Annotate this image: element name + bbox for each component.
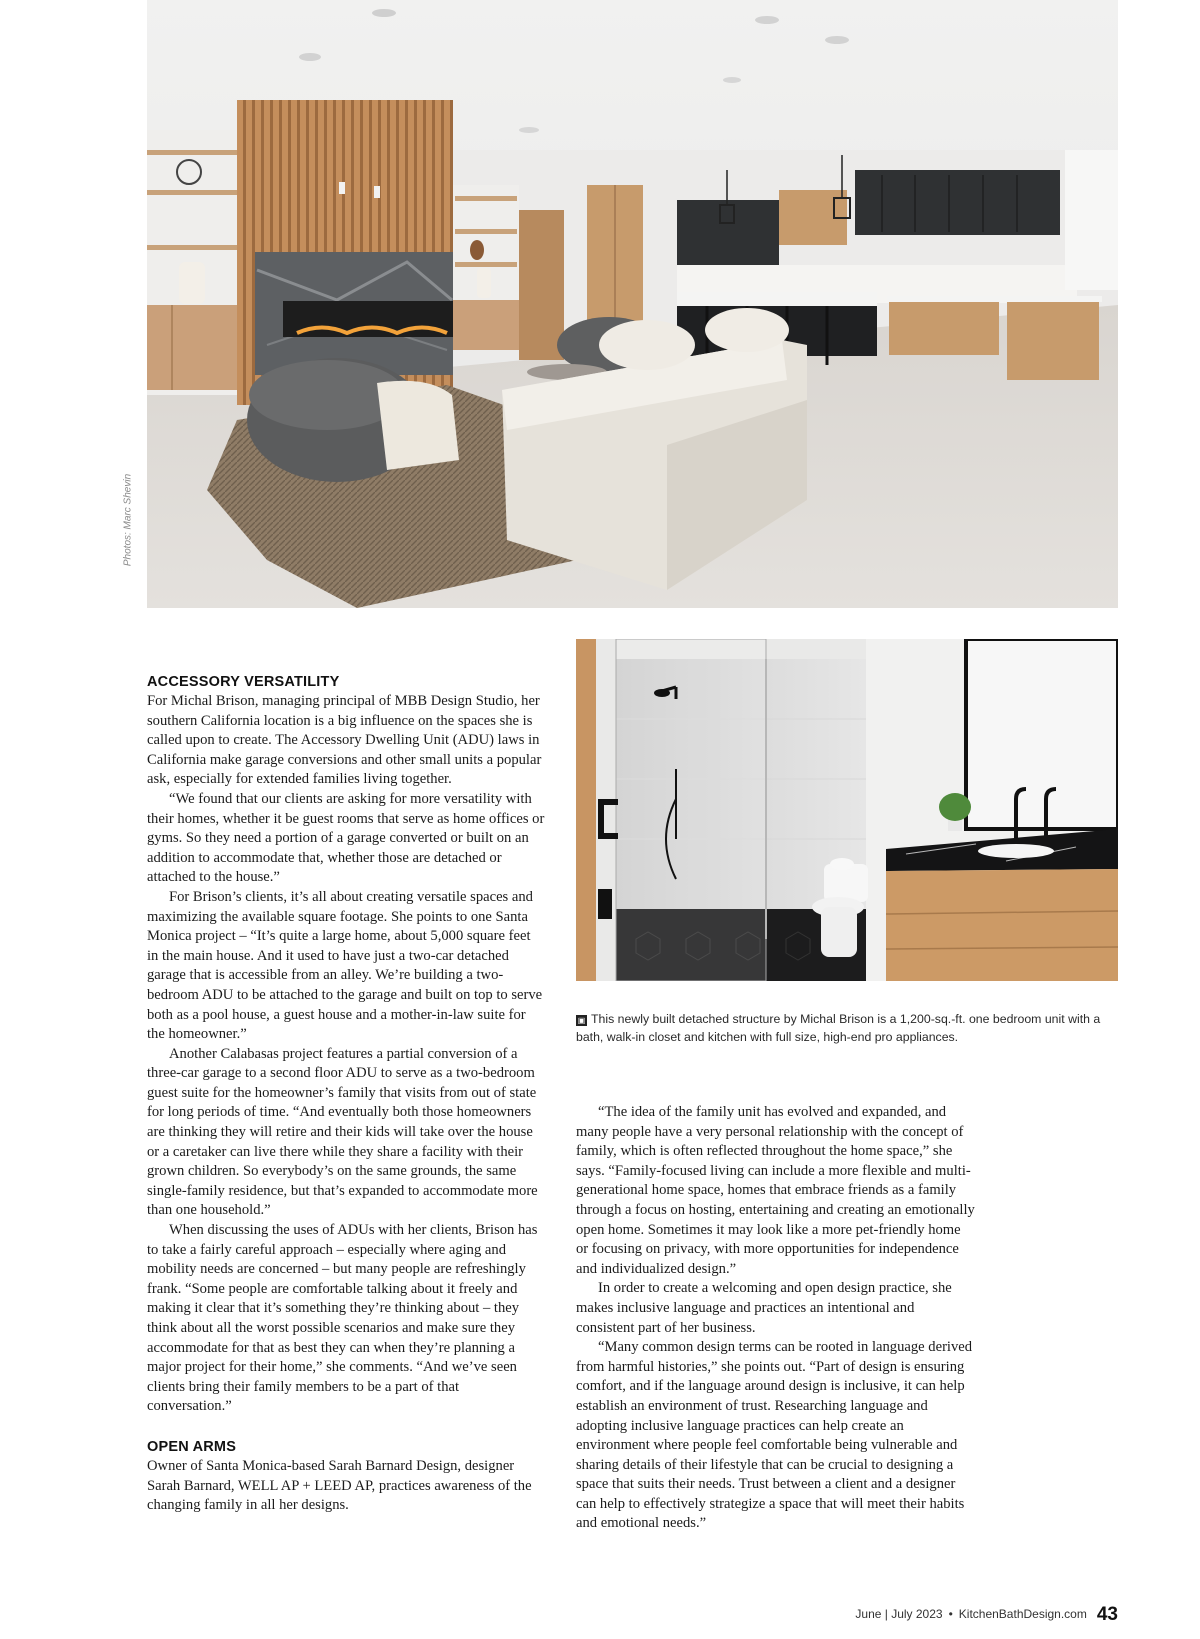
paragraph: Another Calabasas project features a partial conversion of a three-car garage to a second floor ADU to serve as a two-bedroom guest suite for the homeowner’s family that visits from out of state for long periods of time. “And eventually both those homeowners are thinking they will retire and their kids will take over the house or a caretaker can live there while they share a facility with their grown children. So everybody’s on the same grounds, the same single-family residence, but that’s expanded to accommodate more than one household.”: [147, 1045, 538, 1219]
page-number: 43: [1096, 1604, 1118, 1625]
paragraph: Owner of Santa Monica-based Sarah Barnard Design, designer Sarah Barnard, WELL AP + LEED AP, practices awareness of the changing family in all her designs.: [147, 1457, 532, 1514]
paragraph: When discussing the uses of ADUs with her clients, Brison has to take a fairly careful approach – especially where aging and mobility needs are concerned – but many people are refreshingly frank. “Some people are comfortable talking about it freely and making it clear that it’s something they’re thinking about – they think about all the worst possible scenarios and make sure they accommodate for that as best they can when they’re planning a major project for their home,” she comments. “And we’ve seen clients bring their family members to be a part of that conversation.”: [147, 1222, 538, 1415]
page-footer: [855, 1604, 1118, 1626]
section-heading-accessory-versatility: ACCESSORY VERSATILITY: [147, 674, 340, 690]
paragraph: For Brison’s clients, it’s all about creating versatile spaces and maximizing the available square footage. She points to one Santa Monica project – “It’s quite a large home, about 5,000 square feet in the main house. And it used to have just a two-car detached garage that is accessible from an alley. We’re building a two-bedroom ADU to be attached to the garage and built on top to serve both as a pool house, a guest house and a mother-in-law suite for the homeowner.”: [147, 888, 543, 1043]
photo-credit: Photos: Marc Shevin: [122, 473, 134, 567]
camera-icon: ▣: [577, 1016, 586, 1025]
living-room-photo: [147, 0, 1118, 608]
paragraph: “The idea of the family unit has evolved and expanded, and many people have a very personal relationship with the concept of family, which is often reflected throughout the home space,” she says. “Family-focused living can include a more flexible and multi-generational home space, homes that embrace friends as a family through a focus on hosting, entertaining and creating an emotionally open home. Sometimes it may look like a more pet-friendly home or focusing on privacy, with more opportunities for independence and individualized design.”: [576, 1104, 975, 1277]
paragraph: In order to create a welcoming and open design practice, she makes inclusive language and practices an intentional and consistent part of her business.: [576, 1280, 952, 1336]
photo-caption: [576, 1010, 1118, 1046]
footer-separator: •: [948, 1607, 953, 1621]
left-column: [147, 672, 545, 1516]
issue-date: June | July 2023: [855, 1607, 943, 1621]
section-heading-open-arms: OPEN ARMS: [147, 1438, 237, 1455]
bathroom-photo: [576, 639, 1118, 981]
paragraph: For Michal Brison, managing principal of MBB Design Studio, her southern California location is a big influence on the spaces she is called upon to create. The Accessory Dwelling Unit (ADU) laws in California make garage conversions and other small units a popular ask, especially for extended families living together.: [147, 693, 542, 788]
right-column: [576, 1103, 976, 1534]
website-url[interactable]: KitchenBathDesign.com: [958, 1607, 1087, 1621]
caption-text: This newly built detached structure by Michal Brison is a 1,200-sq.-ft. one bedroom unit with a bath, walk-in closet and kitchen with full size, high-end pro appliances.: [576, 1012, 1101, 1044]
paragraph: “Many common design terms can be rooted in language derived from harmful histories,” she points out. “Part of design is ensuring comfort, and if the language around design is inclusive, it can help establish an environment of trust. Researching language and adopting inclusive language practices can help create an environment where people feel comfortable being vulnerable and sharing details of their lifestyle that can be crucial to designing a space that suits their needs. Trust between a client and a designer can help to effectively strategize a space that will meet their habits and emotional needs.”: [576, 1339, 973, 1532]
paragraph: “We found that our clients are asking for more versatility with their homes, whether it be guest rooms that serve as home offices or gyms. So they need a portion of a garage converted or built on an addition to accommodate that, whether those are detached or attached to the house.”: [147, 790, 545, 886]
